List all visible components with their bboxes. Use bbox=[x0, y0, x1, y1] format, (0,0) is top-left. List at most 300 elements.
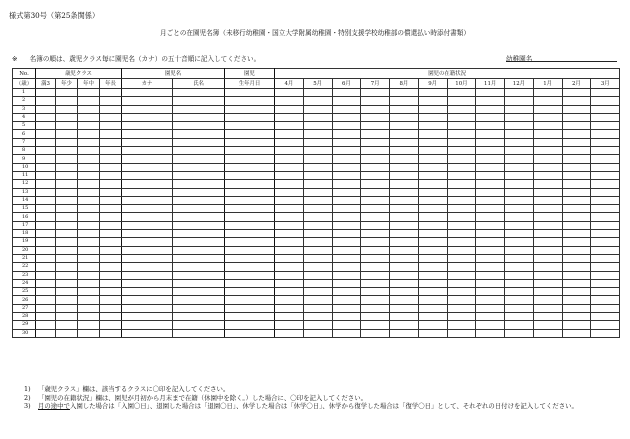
month-cell[interactable] bbox=[476, 122, 505, 130]
month-cell[interactable] bbox=[533, 138, 562, 146]
month-cell[interactable] bbox=[275, 246, 304, 254]
month-cell[interactable] bbox=[476, 130, 505, 138]
class-cell[interactable] bbox=[36, 163, 56, 171]
birthdate-cell[interactable] bbox=[225, 105, 275, 113]
month-cell[interactable] bbox=[505, 313, 534, 321]
name-cell[interactable] bbox=[173, 196, 225, 204]
month-cell[interactable] bbox=[361, 188, 390, 196]
class-cell[interactable] bbox=[100, 113, 122, 121]
month-cell[interactable] bbox=[533, 304, 562, 312]
month-cell[interactable] bbox=[505, 122, 534, 130]
month-cell[interactable] bbox=[562, 105, 591, 113]
month-cell[interactable] bbox=[476, 279, 505, 287]
class-cell[interactable] bbox=[100, 147, 122, 155]
month-cell[interactable] bbox=[591, 196, 620, 204]
month-cell[interactable] bbox=[303, 188, 332, 196]
month-cell[interactable] bbox=[533, 246, 562, 254]
class-cell[interactable] bbox=[78, 329, 100, 337]
month-cell[interactable] bbox=[505, 205, 534, 213]
month-cell[interactable] bbox=[390, 97, 419, 105]
class-cell[interactable] bbox=[56, 205, 78, 213]
name-cell[interactable] bbox=[122, 238, 173, 246]
month-cell[interactable] bbox=[275, 288, 304, 296]
month-cell[interactable] bbox=[275, 213, 304, 221]
month-cell[interactable] bbox=[476, 188, 505, 196]
month-cell[interactable] bbox=[361, 230, 390, 238]
month-cell[interactable] bbox=[447, 155, 476, 163]
month-cell[interactable] bbox=[505, 296, 534, 304]
month-cell[interactable] bbox=[533, 147, 562, 155]
class-cell[interactable] bbox=[78, 279, 100, 287]
class-cell[interactable] bbox=[78, 196, 100, 204]
month-cell[interactable] bbox=[418, 321, 447, 329]
name-cell[interactable] bbox=[122, 296, 173, 304]
month-cell[interactable] bbox=[591, 329, 620, 337]
name-cell[interactable] bbox=[122, 279, 173, 287]
month-cell[interactable] bbox=[447, 313, 476, 321]
month-cell[interactable] bbox=[361, 296, 390, 304]
birthdate-cell[interactable] bbox=[225, 138, 275, 146]
name-cell[interactable] bbox=[122, 213, 173, 221]
class-cell[interactable] bbox=[36, 138, 56, 146]
month-cell[interactable] bbox=[476, 138, 505, 146]
class-cell[interactable] bbox=[36, 122, 56, 130]
class-cell[interactable] bbox=[36, 271, 56, 279]
month-cell[interactable] bbox=[447, 97, 476, 105]
birthdate-cell[interactable] bbox=[225, 205, 275, 213]
month-cell[interactable] bbox=[418, 180, 447, 188]
month-cell[interactable] bbox=[275, 329, 304, 337]
birthdate-cell[interactable] bbox=[225, 147, 275, 155]
month-cell[interactable] bbox=[275, 263, 304, 271]
month-cell[interactable] bbox=[505, 188, 534, 196]
month-cell[interactable] bbox=[390, 180, 419, 188]
class-cell[interactable] bbox=[78, 97, 100, 105]
birthdate-cell[interactable] bbox=[225, 97, 275, 105]
month-cell[interactable] bbox=[303, 296, 332, 304]
month-cell[interactable] bbox=[361, 246, 390, 254]
month-cell[interactable] bbox=[390, 171, 419, 179]
month-cell[interactable] bbox=[332, 304, 361, 312]
class-cell[interactable] bbox=[100, 321, 122, 329]
month-cell[interactable] bbox=[562, 155, 591, 163]
month-cell[interactable] bbox=[562, 271, 591, 279]
month-cell[interactable] bbox=[332, 246, 361, 254]
birthdate-cell[interactable] bbox=[225, 313, 275, 321]
month-cell[interactable] bbox=[447, 329, 476, 337]
month-cell[interactable] bbox=[533, 213, 562, 221]
class-cell[interactable] bbox=[56, 271, 78, 279]
month-cell[interactable] bbox=[591, 304, 620, 312]
month-cell[interactable] bbox=[591, 155, 620, 163]
birthdate-cell[interactable] bbox=[225, 254, 275, 262]
month-cell[interactable] bbox=[303, 271, 332, 279]
month-cell[interactable] bbox=[361, 304, 390, 312]
name-cell[interactable] bbox=[173, 321, 225, 329]
month-cell[interactable] bbox=[303, 246, 332, 254]
month-cell[interactable] bbox=[390, 155, 419, 163]
month-cell[interactable] bbox=[505, 147, 534, 155]
month-cell[interactable] bbox=[476, 163, 505, 171]
birthdate-cell[interactable] bbox=[225, 271, 275, 279]
month-cell[interactable] bbox=[361, 163, 390, 171]
month-cell[interactable] bbox=[390, 196, 419, 204]
class-cell[interactable] bbox=[78, 296, 100, 304]
month-cell[interactable] bbox=[390, 296, 419, 304]
month-cell[interactable] bbox=[303, 263, 332, 271]
class-cell[interactable] bbox=[78, 313, 100, 321]
month-cell[interactable] bbox=[332, 205, 361, 213]
class-cell[interactable] bbox=[78, 138, 100, 146]
month-cell[interactable] bbox=[418, 205, 447, 213]
month-cell[interactable] bbox=[275, 304, 304, 312]
month-cell[interactable] bbox=[418, 313, 447, 321]
class-cell[interactable] bbox=[100, 180, 122, 188]
month-cell[interactable] bbox=[275, 138, 304, 146]
class-cell[interactable] bbox=[100, 188, 122, 196]
month-cell[interactable] bbox=[275, 238, 304, 246]
month-cell[interactable] bbox=[361, 321, 390, 329]
month-cell[interactable] bbox=[303, 230, 332, 238]
month-cell[interactable] bbox=[275, 230, 304, 238]
class-cell[interactable] bbox=[100, 105, 122, 113]
month-cell[interactable] bbox=[591, 288, 620, 296]
month-cell[interactable] bbox=[303, 89, 332, 97]
month-cell[interactable] bbox=[447, 105, 476, 113]
month-cell[interactable] bbox=[476, 221, 505, 229]
name-cell[interactable] bbox=[122, 205, 173, 213]
birthdate-cell[interactable] bbox=[225, 230, 275, 238]
month-cell[interactable] bbox=[447, 271, 476, 279]
name-cell[interactable] bbox=[173, 313, 225, 321]
month-cell[interactable] bbox=[591, 122, 620, 130]
month-cell[interactable] bbox=[332, 213, 361, 221]
month-cell[interactable] bbox=[303, 163, 332, 171]
class-cell[interactable] bbox=[100, 130, 122, 138]
name-cell[interactable] bbox=[173, 271, 225, 279]
month-cell[interactable] bbox=[390, 138, 419, 146]
month-cell[interactable] bbox=[562, 147, 591, 155]
class-cell[interactable] bbox=[56, 246, 78, 254]
class-cell[interactable] bbox=[56, 188, 78, 196]
month-cell[interactable] bbox=[476, 196, 505, 204]
class-cell[interactable] bbox=[78, 221, 100, 229]
month-cell[interactable] bbox=[332, 313, 361, 321]
class-cell[interactable] bbox=[100, 263, 122, 271]
name-cell[interactable] bbox=[122, 97, 173, 105]
month-cell[interactable] bbox=[447, 230, 476, 238]
kindergarten-name-field[interactable] bbox=[506, 61, 617, 62]
month-cell[interactable] bbox=[533, 279, 562, 287]
month-cell[interactable] bbox=[418, 329, 447, 337]
name-cell[interactable] bbox=[173, 205, 225, 213]
month-cell[interactable] bbox=[390, 89, 419, 97]
month-cell[interactable] bbox=[303, 155, 332, 163]
month-cell[interactable] bbox=[591, 105, 620, 113]
month-cell[interactable] bbox=[591, 147, 620, 155]
month-cell[interactable] bbox=[418, 238, 447, 246]
month-cell[interactable] bbox=[591, 263, 620, 271]
name-cell[interactable] bbox=[173, 329, 225, 337]
month-cell[interactable] bbox=[505, 130, 534, 138]
class-cell[interactable] bbox=[100, 313, 122, 321]
class-cell[interactable] bbox=[36, 89, 56, 97]
month-cell[interactable] bbox=[332, 271, 361, 279]
month-cell[interactable] bbox=[533, 171, 562, 179]
name-cell[interactable] bbox=[173, 288, 225, 296]
month-cell[interactable] bbox=[505, 163, 534, 171]
month-cell[interactable] bbox=[562, 246, 591, 254]
class-cell[interactable] bbox=[36, 113, 56, 121]
class-cell[interactable] bbox=[100, 271, 122, 279]
month-cell[interactable] bbox=[303, 105, 332, 113]
month-cell[interactable] bbox=[447, 130, 476, 138]
class-cell[interactable] bbox=[36, 321, 56, 329]
class-cell[interactable] bbox=[56, 263, 78, 271]
name-cell[interactable] bbox=[122, 130, 173, 138]
name-cell[interactable] bbox=[173, 263, 225, 271]
name-cell[interactable] bbox=[122, 271, 173, 279]
month-cell[interactable] bbox=[562, 304, 591, 312]
month-cell[interactable] bbox=[418, 155, 447, 163]
month-cell[interactable] bbox=[361, 97, 390, 105]
month-cell[interactable] bbox=[505, 138, 534, 146]
month-cell[interactable] bbox=[390, 147, 419, 155]
month-cell[interactable] bbox=[418, 113, 447, 121]
month-cell[interactable] bbox=[275, 89, 304, 97]
month-cell[interactable] bbox=[418, 296, 447, 304]
month-cell[interactable] bbox=[332, 288, 361, 296]
month-cell[interactable] bbox=[332, 238, 361, 246]
month-cell[interactable] bbox=[562, 205, 591, 213]
month-cell[interactable] bbox=[418, 246, 447, 254]
class-cell[interactable] bbox=[78, 230, 100, 238]
name-cell[interactable] bbox=[173, 221, 225, 229]
month-cell[interactable] bbox=[361, 221, 390, 229]
month-cell[interactable] bbox=[533, 221, 562, 229]
month-cell[interactable] bbox=[275, 271, 304, 279]
month-cell[interactable] bbox=[476, 171, 505, 179]
month-cell[interactable] bbox=[303, 321, 332, 329]
name-cell[interactable] bbox=[122, 246, 173, 254]
month-cell[interactable] bbox=[562, 263, 591, 271]
month-cell[interactable] bbox=[332, 138, 361, 146]
class-cell[interactable] bbox=[78, 122, 100, 130]
class-cell[interactable] bbox=[36, 147, 56, 155]
month-cell[interactable] bbox=[275, 105, 304, 113]
month-cell[interactable] bbox=[332, 171, 361, 179]
month-cell[interactable] bbox=[562, 113, 591, 121]
class-cell[interactable] bbox=[56, 254, 78, 262]
month-cell[interactable] bbox=[505, 196, 534, 204]
month-cell[interactable] bbox=[533, 89, 562, 97]
name-cell[interactable] bbox=[173, 230, 225, 238]
month-cell[interactable] bbox=[418, 213, 447, 221]
month-cell[interactable] bbox=[361, 263, 390, 271]
month-cell[interactable] bbox=[505, 221, 534, 229]
class-cell[interactable] bbox=[36, 155, 56, 163]
name-cell[interactable] bbox=[122, 321, 173, 329]
month-cell[interactable] bbox=[418, 230, 447, 238]
month-cell[interactable] bbox=[505, 246, 534, 254]
name-cell[interactable] bbox=[173, 304, 225, 312]
month-cell[interactable] bbox=[447, 304, 476, 312]
name-cell[interactable] bbox=[122, 288, 173, 296]
month-cell[interactable] bbox=[303, 205, 332, 213]
month-cell[interactable] bbox=[562, 89, 591, 97]
name-cell[interactable] bbox=[173, 188, 225, 196]
month-cell[interactable] bbox=[505, 97, 534, 105]
month-cell[interactable] bbox=[390, 221, 419, 229]
birthdate-cell[interactable] bbox=[225, 122, 275, 130]
month-cell[interactable] bbox=[447, 113, 476, 121]
class-cell[interactable] bbox=[36, 238, 56, 246]
class-cell[interactable] bbox=[36, 130, 56, 138]
name-cell[interactable] bbox=[122, 263, 173, 271]
name-cell[interactable] bbox=[122, 329, 173, 337]
class-cell[interactable] bbox=[56, 304, 78, 312]
month-cell[interactable] bbox=[562, 329, 591, 337]
month-cell[interactable] bbox=[505, 288, 534, 296]
month-cell[interactable] bbox=[332, 180, 361, 188]
month-cell[interactable] bbox=[533, 296, 562, 304]
month-cell[interactable] bbox=[418, 122, 447, 130]
class-cell[interactable] bbox=[36, 196, 56, 204]
class-cell[interactable] bbox=[78, 271, 100, 279]
birthdate-cell[interactable] bbox=[225, 304, 275, 312]
month-cell[interactable] bbox=[361, 89, 390, 97]
month-cell[interactable] bbox=[361, 155, 390, 163]
month-cell[interactable] bbox=[303, 254, 332, 262]
month-cell[interactable] bbox=[361, 138, 390, 146]
month-cell[interactable] bbox=[505, 263, 534, 271]
month-cell[interactable] bbox=[390, 163, 419, 171]
birthdate-cell[interactable] bbox=[225, 171, 275, 179]
month-cell[interactable] bbox=[505, 279, 534, 287]
month-cell[interactable] bbox=[275, 254, 304, 262]
month-cell[interactable] bbox=[505, 304, 534, 312]
month-cell[interactable] bbox=[562, 196, 591, 204]
month-cell[interactable] bbox=[447, 296, 476, 304]
class-cell[interactable] bbox=[78, 238, 100, 246]
month-cell[interactable] bbox=[562, 321, 591, 329]
month-cell[interactable] bbox=[390, 304, 419, 312]
class-cell[interactable] bbox=[56, 230, 78, 238]
class-cell[interactable] bbox=[78, 321, 100, 329]
class-cell[interactable] bbox=[56, 113, 78, 121]
class-cell[interactable] bbox=[100, 279, 122, 287]
class-cell[interactable] bbox=[78, 163, 100, 171]
name-cell[interactable] bbox=[122, 188, 173, 196]
month-cell[interactable] bbox=[505, 321, 534, 329]
name-cell[interactable] bbox=[173, 254, 225, 262]
month-cell[interactable] bbox=[275, 97, 304, 105]
class-cell[interactable] bbox=[100, 163, 122, 171]
month-cell[interactable] bbox=[361, 254, 390, 262]
class-cell[interactable] bbox=[36, 304, 56, 312]
month-cell[interactable] bbox=[476, 271, 505, 279]
month-cell[interactable] bbox=[390, 105, 419, 113]
name-cell[interactable] bbox=[122, 163, 173, 171]
month-cell[interactable] bbox=[591, 130, 620, 138]
class-cell[interactable] bbox=[56, 147, 78, 155]
name-cell[interactable] bbox=[122, 155, 173, 163]
month-cell[interactable] bbox=[447, 138, 476, 146]
month-cell[interactable] bbox=[418, 196, 447, 204]
name-cell[interactable] bbox=[173, 238, 225, 246]
month-cell[interactable] bbox=[390, 254, 419, 262]
month-cell[interactable] bbox=[591, 254, 620, 262]
month-cell[interactable] bbox=[476, 296, 505, 304]
month-cell[interactable] bbox=[476, 263, 505, 271]
birthdate-cell[interactable] bbox=[225, 163, 275, 171]
name-cell[interactable] bbox=[122, 122, 173, 130]
month-cell[interactable] bbox=[505, 171, 534, 179]
month-cell[interactable] bbox=[275, 113, 304, 121]
month-cell[interactable] bbox=[447, 205, 476, 213]
month-cell[interactable] bbox=[303, 213, 332, 221]
name-cell[interactable] bbox=[173, 138, 225, 146]
month-cell[interactable] bbox=[332, 89, 361, 97]
name-cell[interactable] bbox=[122, 180, 173, 188]
month-cell[interactable] bbox=[533, 113, 562, 121]
month-cell[interactable] bbox=[361, 171, 390, 179]
month-cell[interactable] bbox=[332, 230, 361, 238]
class-cell[interactable] bbox=[56, 163, 78, 171]
month-cell[interactable] bbox=[303, 122, 332, 130]
month-cell[interactable] bbox=[591, 97, 620, 105]
month-cell[interactable] bbox=[476, 304, 505, 312]
month-cell[interactable] bbox=[390, 263, 419, 271]
month-cell[interactable] bbox=[418, 130, 447, 138]
month-cell[interactable] bbox=[332, 296, 361, 304]
month-cell[interactable] bbox=[591, 213, 620, 221]
class-cell[interactable] bbox=[56, 279, 78, 287]
class-cell[interactable] bbox=[78, 246, 100, 254]
name-cell[interactable] bbox=[173, 105, 225, 113]
class-cell[interactable] bbox=[36, 279, 56, 287]
month-cell[interactable] bbox=[591, 313, 620, 321]
month-cell[interactable] bbox=[418, 97, 447, 105]
class-cell[interactable] bbox=[100, 171, 122, 179]
month-cell[interactable] bbox=[533, 155, 562, 163]
month-cell[interactable] bbox=[533, 180, 562, 188]
month-cell[interactable] bbox=[418, 105, 447, 113]
month-cell[interactable] bbox=[447, 163, 476, 171]
class-cell[interactable] bbox=[56, 213, 78, 221]
month-cell[interactable] bbox=[562, 238, 591, 246]
month-cell[interactable] bbox=[275, 279, 304, 287]
month-cell[interactable] bbox=[418, 288, 447, 296]
month-cell[interactable] bbox=[275, 155, 304, 163]
month-cell[interactable] bbox=[332, 254, 361, 262]
month-cell[interactable] bbox=[275, 147, 304, 155]
month-cell[interactable] bbox=[562, 188, 591, 196]
month-cell[interactable] bbox=[303, 313, 332, 321]
month-cell[interactable] bbox=[562, 138, 591, 146]
name-cell[interactable] bbox=[173, 279, 225, 287]
month-cell[interactable] bbox=[533, 196, 562, 204]
class-cell[interactable] bbox=[56, 130, 78, 138]
class-cell[interactable] bbox=[100, 138, 122, 146]
month-cell[interactable] bbox=[505, 180, 534, 188]
month-cell[interactable] bbox=[476, 230, 505, 238]
month-cell[interactable] bbox=[275, 122, 304, 130]
month-cell[interactable] bbox=[562, 122, 591, 130]
month-cell[interactable] bbox=[562, 296, 591, 304]
month-cell[interactable] bbox=[361, 271, 390, 279]
class-cell[interactable] bbox=[56, 97, 78, 105]
